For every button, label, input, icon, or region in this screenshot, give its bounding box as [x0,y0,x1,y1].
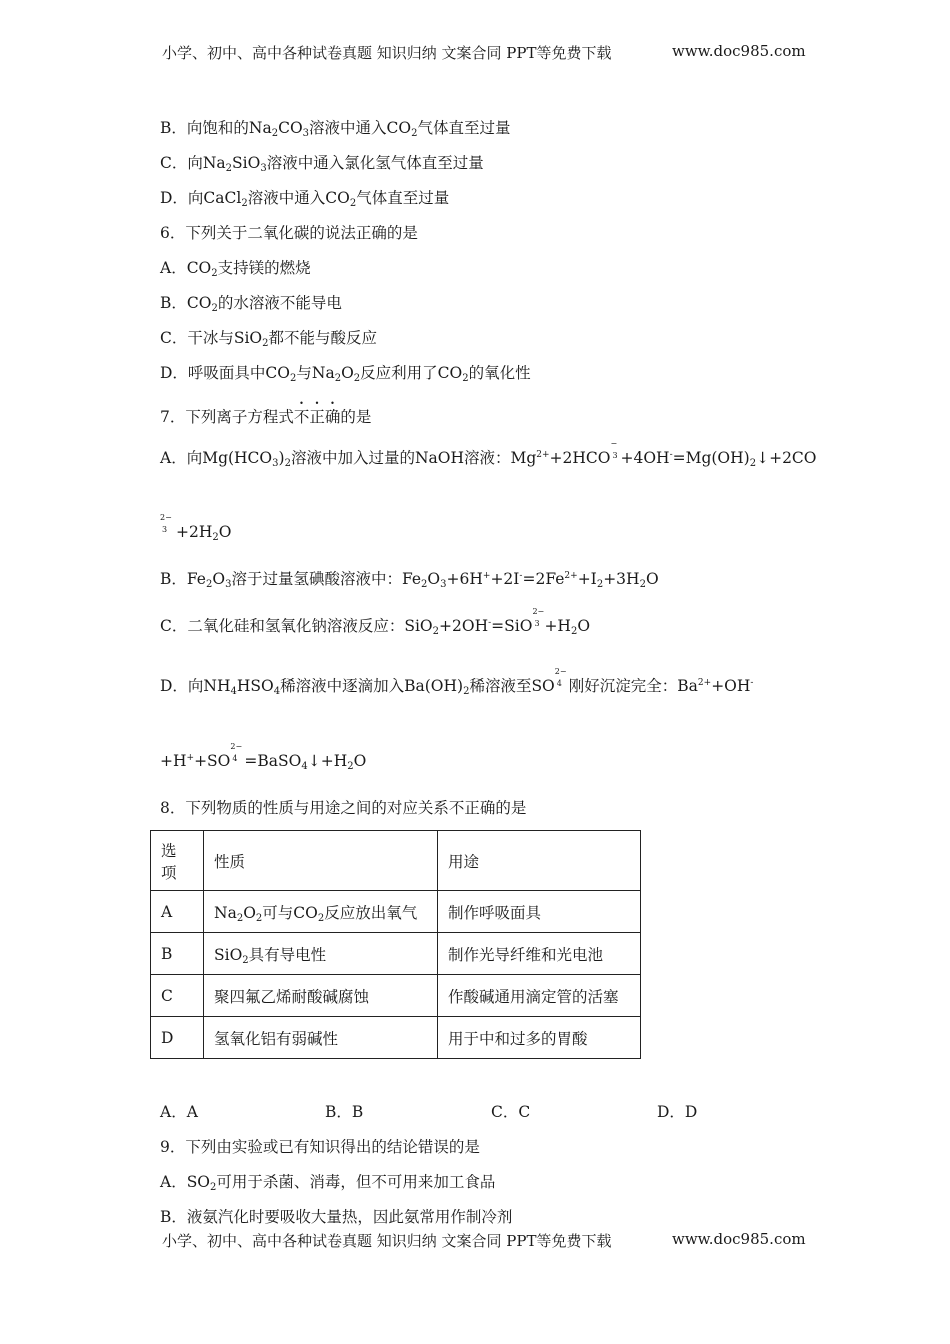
q7-stem: 7．下列离子方程式不正确的是 [160,408,372,426]
q8-answer-c: C．C [491,1103,531,1121]
header-property: 性质 [204,831,438,891]
table-row [151,891,641,933]
row-property: SiO$_2$具有导电性 [204,933,438,975]
footer-left-text: 小学、初中、高中各种试卷真题 知识归纳 文案合同 PPT等免费下载 [162,1232,612,1250]
q9-option-a: A．$SO_2$可用于杀菌、消毒，但不可用来加工食品 [160,1173,496,1193]
q9-stem: 9．下列由实验或已有知识得出的结论错误的是 [160,1138,480,1156]
ion-charge-bicarbonate: − 3 [610,439,618,460]
header-option: 选 项 [151,831,204,891]
q6-stem: 6．下列关于二氧化碳的说法正确的是 [160,224,418,242]
header-left-text: 小学、初中、高中各种试卷真题 知识归纳 文案合同 PPT等免费下载 [162,44,612,62]
row-property: $Na_2O_2$可与$CO_2$反应放出氧气 [204,891,438,933]
q7-option-d-line1: D．向$NH_4HSO_4$稀溶液中逐滴加入$Ba(OH)_2$稀溶液至SO 2− 4 刚好沉淀完全：$Ba^{2+}+OH^-$ [160,667,754,697]
row-property: 氢氧化铝有弱碱性 [204,1017,438,1059]
q7-option-d-line2: +H++SO 2− 4 $=BaSO_4↓+H_2O$ [160,742,367,772]
q6-option-d: D．呼吸面具中$CO_2$与$Na_2O_2$反应利用了$CO_2$的氧化性 [160,364,531,384]
q8-answer-d: D．D [657,1103,698,1121]
row-use: 制作呼吸面具 [438,891,641,933]
q7-option-c: C．二氧化硅和氢氧化钠溶液反应：SiO$_2$+2OH-=SiO 2− 3 $+H_2O$ [160,607,591,637]
row-use: 用于中和过多的胃酸 [438,1017,641,1059]
row-option: A [151,891,204,933]
row-option: B [151,933,204,975]
ion-charge-silicate: 2− 3 [532,607,545,628]
row-property: 聚四氟乙烯耐酸碱腐蚀 [204,975,438,1017]
table-header-row [151,831,641,891]
table-row [151,933,641,975]
row-use: 作酸碱通用滴定管的活塞 [438,975,641,1017]
q8-stem: 8．下列物质的性质与用途之间的对应关系不正确的是 [160,799,527,817]
q8-answer-b: B．B [325,1103,364,1121]
q6-option-a: A．$CO_2$支持镁的燃烧 [160,259,311,279]
table-row [151,1017,641,1059]
header-url[interactable]: www.doc985.com [672,42,806,60]
q7-option-a-line1: A．向$Mg(HCO_3)_2$溶液中加入过量的NaOH溶液：$Mg^{2+}+2HCO$ − 3 $+4OH^-=Mg(OH)_2↓+2CO$ [160,439,817,469]
row-option: C [151,975,204,1017]
emphasis-not-correct: 不正确 [293,408,341,426]
q7-option-a-line2: 2− 3 $+2H_2O$ [160,513,232,543]
ion-charge-carbonate: 2− 3 [160,513,172,534]
q8-answer-a: A．A [160,1103,198,1121]
q6-option-b: B．$CO_2$的水溶液不能导电 [160,294,342,314]
header-use: 用途 [438,831,641,891]
q5-option-c: C．向$Na_2SiO_3$溶液中通入氯化氢气体直至过量 [160,154,484,174]
table-row [151,975,641,1017]
row-option: D [151,1017,204,1059]
q8-table [150,830,641,1059]
row-use: 制作光导纤维和光电池 [438,933,641,975]
q5-option-b: B．向饱和的$Na_2CO_3$溶液中通入$CO_2$气体直至过量 [160,119,511,139]
ion-charge-sulfate: 2− 4 [554,667,567,688]
q7-option-b: B．$Fe_2O_3$溶于过量氢碘酸溶液中：$Fe_2O_3+6H^++2I^-=2Fe^{2+}+I_2+3H_2O$ [160,570,659,590]
q6-option-c: C．干冰与SiO$_2$都不能与酸反应 [160,329,378,349]
ion-charge-sulfate: 2− 4 [230,742,243,763]
q5-option-d: D．向CaCl$_2$溶液中通入$CO_2$气体直至过量 [160,189,450,209]
footer-url[interactable]: www.doc985.com [672,1230,806,1248]
q9-option-b: B．液氨汽化时要吸收大量热，因此氨常用作制冷剂 [160,1208,513,1226]
